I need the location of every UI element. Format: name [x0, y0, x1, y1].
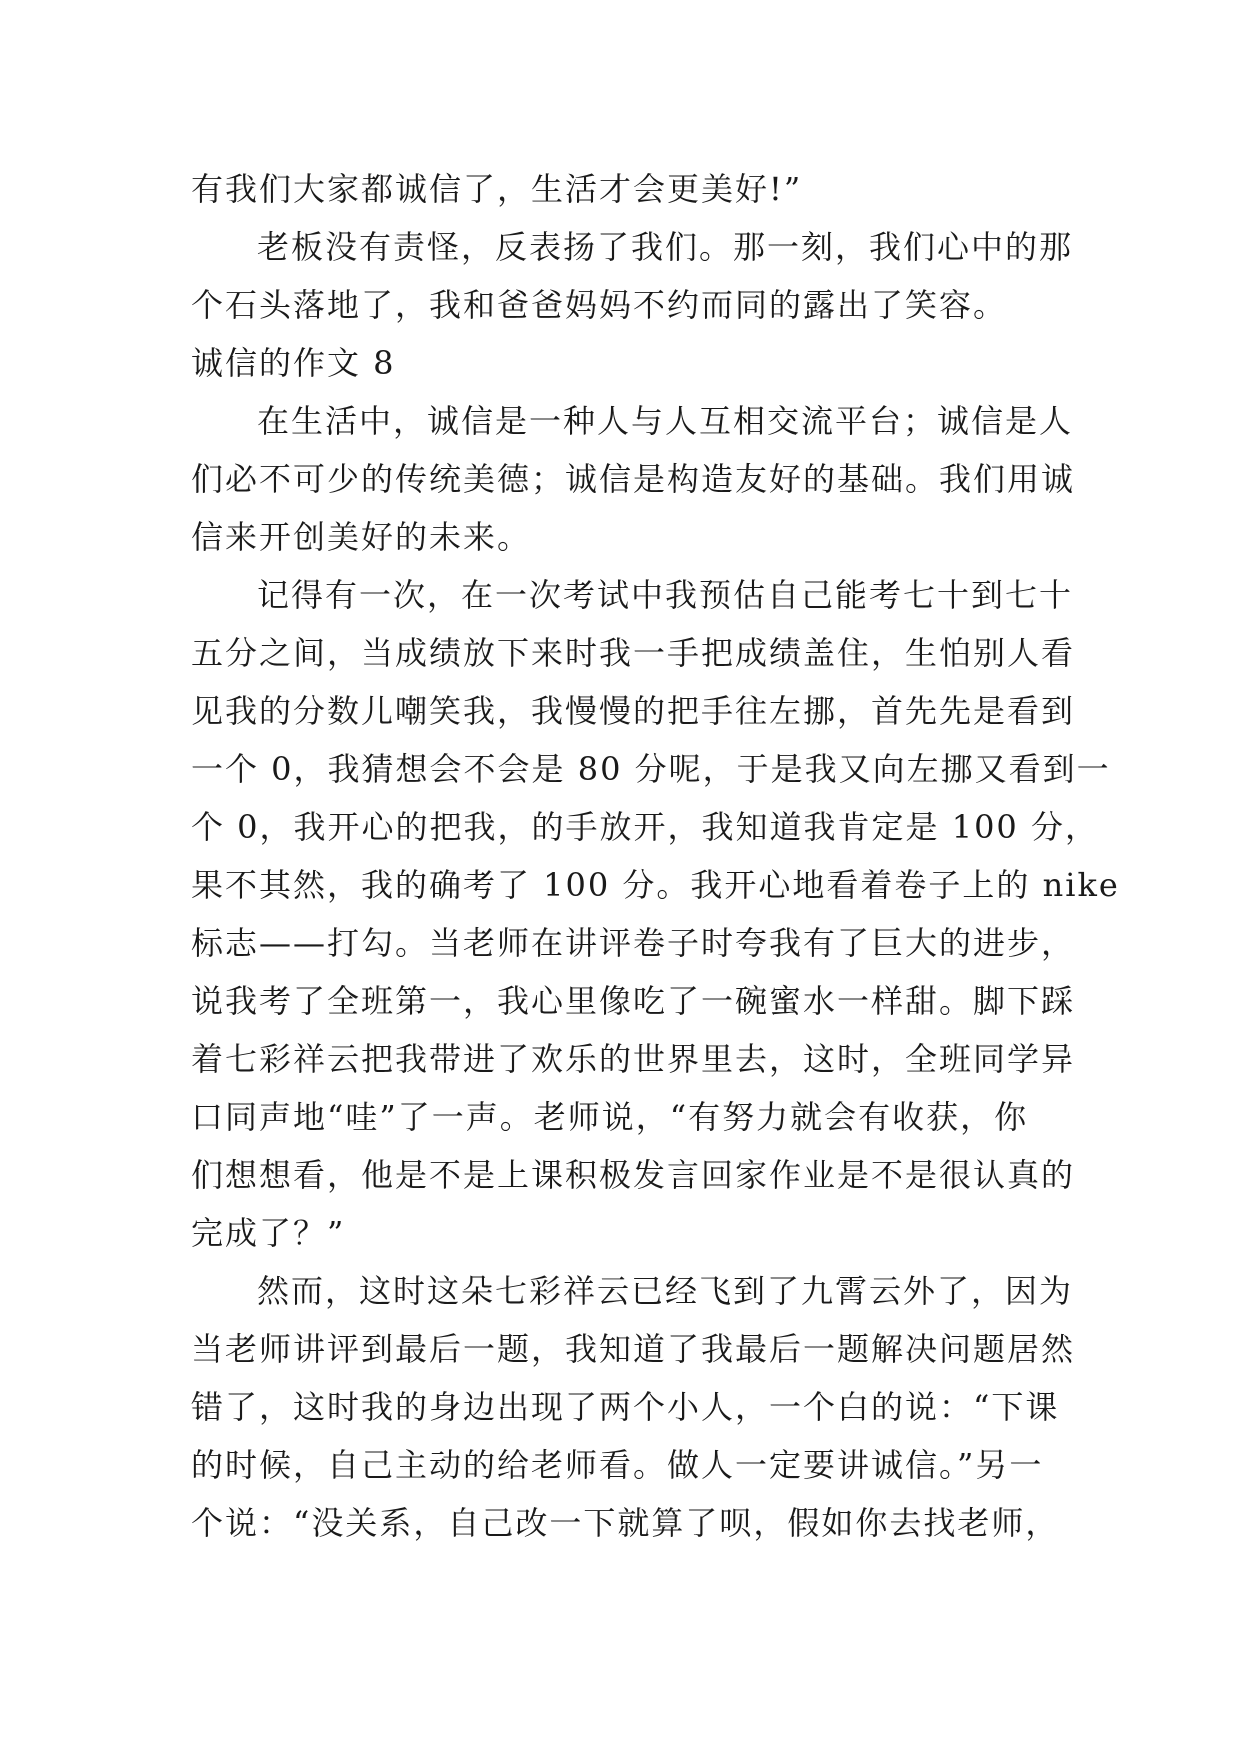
text-line: 诚信的作文 8: [191, 344, 396, 382]
text-line: 当老师讲评到最后一题，我知道了我最后一题解决问题居然: [191, 1330, 1076, 1368]
text-line: 错了，这时我的身边出现了两个小人，一个白的说：“下课: [191, 1388, 1060, 1426]
paragraph-first-line: 老板没有责怪，反表扬了我们。那一刻，我们心中的那: [257, 228, 1074, 266]
text-line: 个石头落地了，我和爸爸妈妈不约而同的露出了笑容。: [191, 286, 1008, 324]
article-body: [191, 160, 1120, 1552]
text-line: 着七彩祥云把我带进了欢乐的世界里去，这时，全班同学异: [191, 1040, 1076, 1078]
text-line: 标志——打勾。当老师在讲评卷子时夸我有了巨大的进步，: [191, 924, 1076, 962]
text-line: 果不其然，我的确考了 100 分。我开心地看着卷子上的 nike: [191, 866, 1120, 904]
text-line: 有我们大家都诚信了，生活才会更美好!”: [191, 170, 803, 208]
text-line: 一个 0，我猜想会不会是 80 分呢，于是我又向左挪又看到一: [191, 750, 1111, 788]
text-line: 说我考了全班第一，我心里像吃了一碗蜜水一样甜。脚下踩: [191, 982, 1076, 1020]
text-line: 们想想看，他是不是上课积极发言回家作业是不是很认真的: [191, 1156, 1076, 1194]
text-line: 完成了？”: [191, 1214, 346, 1252]
text-line: 们必不可少的传统美德；诚信是构造友好的基础。我们用诚: [191, 460, 1076, 498]
text-line: 个 0，我开心的把我，的手放开，我知道我肯定是 100 分，: [191, 808, 1099, 846]
paragraph-first-line: 记得有一次，在一次考试中我预估自己能考七十到七十: [257, 576, 1074, 614]
text-line: 的时候，自己主动的给老师看。做人一定要讲诚信。”另一: [191, 1446, 1044, 1484]
paragraph-first-line: 在生活中，诚信是一种人与人互相交流平台；诚信是人: [257, 402, 1074, 440]
text-line: 见我的分数儿嘲笑我，我慢慢的把手往左挪，首先先是看到: [191, 692, 1076, 730]
paragraph-first-line: 然而，这时这朵七彩祥云已经飞到了九霄云外了，因为: [257, 1272, 1074, 1310]
text-line: 口同声地“哇”了一声。老师说，“有努力就会有收获，你: [191, 1098, 1029, 1136]
text-line: 信来开创美好的未来。: [191, 518, 532, 556]
text-line: 五分之间，当成绩放下来时我一手把成绩盖住，生怕别人看: [191, 634, 1076, 672]
text-line: 个说：“没关系，自己改一下就算了呗，假如你去找老师，: [191, 1504, 1060, 1542]
